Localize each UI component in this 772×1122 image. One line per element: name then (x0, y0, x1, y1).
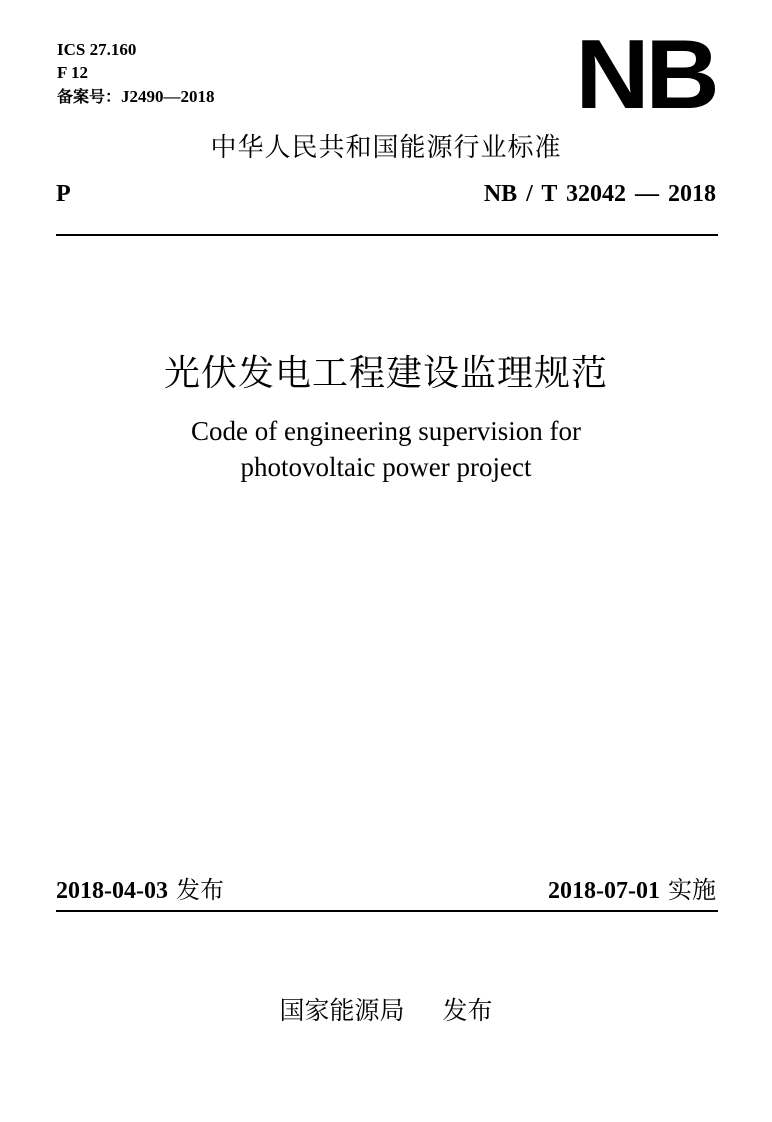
standard-number: NB / T 32042 — 2018 (483, 181, 716, 207)
record-label: 备案号： (57, 87, 122, 106)
ics-code: ICS 27.160 (57, 40, 137, 59)
standard-category: P (56, 181, 71, 207)
effective-label: 实施 (668, 876, 716, 904)
document-title-english-line1: Code of engineering supervision for (191, 416, 581, 446)
nb-logo: NB (575, 19, 716, 129)
effective-date: 2018-07-01 (548, 878, 660, 904)
document-title-chinese: 光伏发电工程建设监理规范 (163, 353, 608, 394)
document-title-english-line2: photovoltaic power project (240, 452, 532, 482)
record-value: J2490—2018 (121, 87, 215, 106)
standard-type-title: 中华人民共和国能源行业标准 (210, 133, 562, 163)
publish-date: 2018-04-03 (56, 878, 168, 904)
bottom-divider (56, 910, 718, 912)
publish-date-line (56, 870, 224, 905)
effective-date-line (548, 870, 716, 905)
classification-code: F 12 (57, 63, 89, 82)
record-number (57, 87, 215, 107)
publish-label: 发布 (175, 876, 224, 904)
publisher: 国家能源局 发布 (279, 996, 493, 1025)
top-divider (56, 234, 718, 236)
